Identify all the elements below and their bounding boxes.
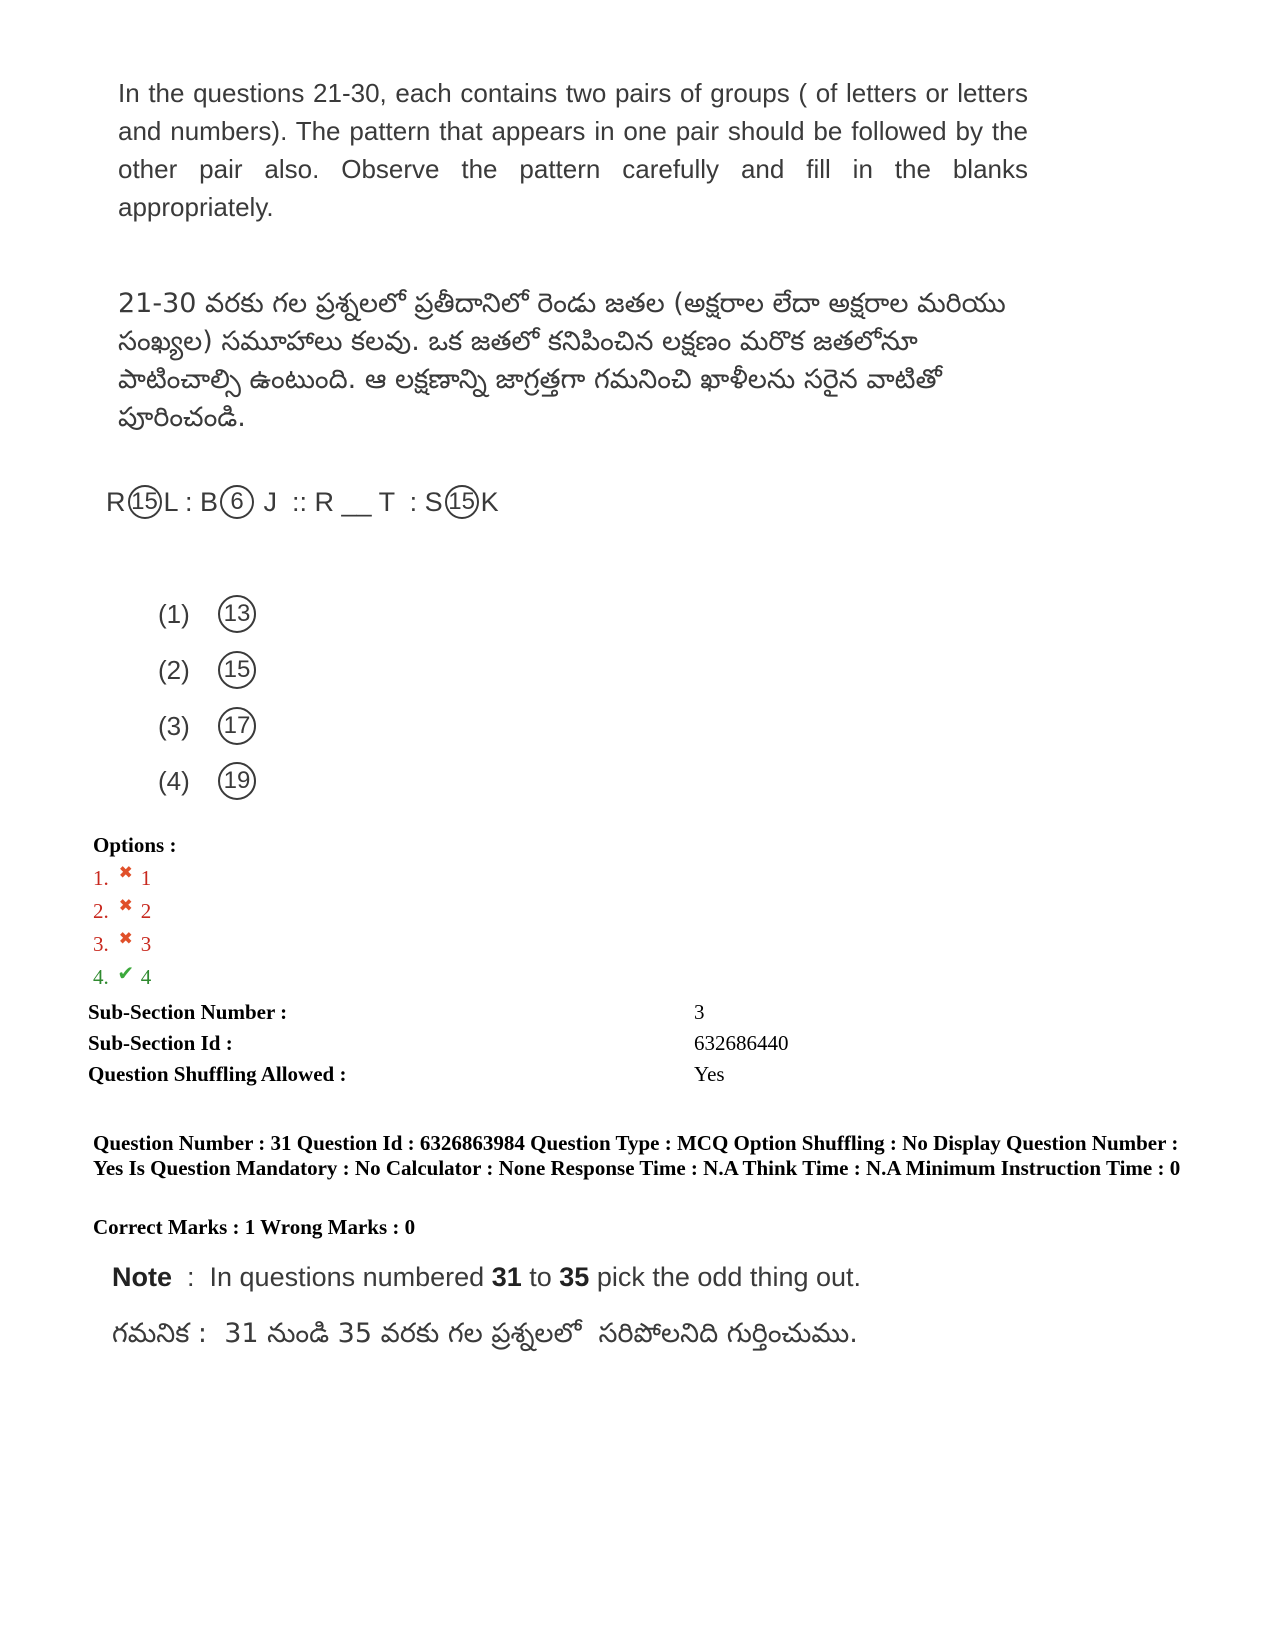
choice-4 [158,762,258,800]
subsection-number-value: 3 [694,1000,705,1024]
choice-2 [158,651,258,689]
option-3 [93,928,152,957]
choice-label: (4) [158,765,190,796]
options-heading: Options : [93,833,177,857]
pattern-text-3: J :: R __ T : S [256,486,443,517]
note-text-1: In questions numbered [209,1262,492,1292]
option-value: 3 [140,932,152,956]
note-colon: : [172,1262,210,1292]
option-1 [93,862,152,891]
cross-icon: ✖ [118,862,133,882]
choice-label: (3) [158,710,190,741]
question-shuffling-value: Yes [694,1062,725,1086]
letter-pattern [106,485,499,519]
option-number: 1. [93,866,109,890]
note-text-2: to [521,1262,560,1292]
pattern-text-4: K [480,486,499,517]
note-telugu: గమనిక : 31 నుండి 35 వరకు గల ప్రశ్నలలో సరిపోలనిది గుర్తించుము. [112,1318,858,1349]
pattern-circled-number-2: 6 [220,485,254,519]
choice-label: (2) [158,654,190,685]
note-label: Note [112,1262,172,1292]
check-icon: ✔ [117,963,135,985]
question-marks: Correct Marks : 1 Wrong Marks : 0 [93,1215,416,1239]
question-shuffling-label: Question Shuffling Allowed : [88,1062,347,1086]
cross-icon: ✖ [118,895,133,915]
note-number-start: 31 [491,1262,522,1292]
choice-1 [158,595,258,633]
note-english [112,1262,861,1293]
choice-3 [158,707,258,745]
pattern-text-2: L : B [163,486,219,517]
note-number-end: 35 [559,1262,590,1292]
pattern-text-1: R [106,486,126,517]
option-number: 4. [93,965,109,989]
subsection-number-label: Sub-Section Number : [88,1000,288,1024]
subsection-id-value: 632686440 [694,1031,789,1055]
choice-circled-value: 17 [218,707,256,745]
option-value: 1 [140,866,152,890]
instructions-english: In the questions 21-30, each contains two pairs of groups ( of letters or letters and numbers). The pattern that appears in one pair should be followed by the other pair also. Observe the pattern carefully and fill in the blanks appropriately. [118,78,1028,222]
pattern-circled-number-3: 15 [445,485,479,519]
note-text-3: pick the odd thing out. [589,1262,862,1292]
option-number: 3. [93,932,109,956]
option-value: 4 [140,965,152,989]
pattern-circled-number-1: 15 [128,485,162,519]
option-2 [93,895,152,924]
choice-circled-value: 19 [218,762,256,800]
instructions-telugu: 21-30 వరకు గల ప్రశ్నలలో ప్రతీదానిలో రెండు జతల (అక్షరాల లేదా అక్షరాల మరియు సంఖ్యల) సమూహాలు కలవు. ఒక జతలో కనిపించిన లక్షణం మరొక జతలోనూ పాటించాల్సి ఉంటుంది. ఆ లక్షణాన్ని జాగ్రత్తగా గమనించి ఖాళీలను సరైన వాటితో పూరించండి. [118,288,1006,433]
choice-circled-value: 13 [218,595,256,633]
cross-icon: ✖ [118,928,133,948]
option-value: 2 [140,899,152,923]
option-number: 2. [93,899,109,923]
choice-circled-value: 15 [218,651,256,689]
option-4 [93,965,151,990]
subsection-id-label: Sub-Section Id : [88,1031,233,1055]
choice-label: (1) [158,598,190,629]
question-info: Question Number : 31 Question Id : 6326863984 Question Type : MCQ Option Shuffling : No Display Question Number : Yes Is Question Mandatory : No Calculator : None Response Time : N.A Think Time : N.A Minimum Instruction Time : 0 [93,1131,1181,1180]
